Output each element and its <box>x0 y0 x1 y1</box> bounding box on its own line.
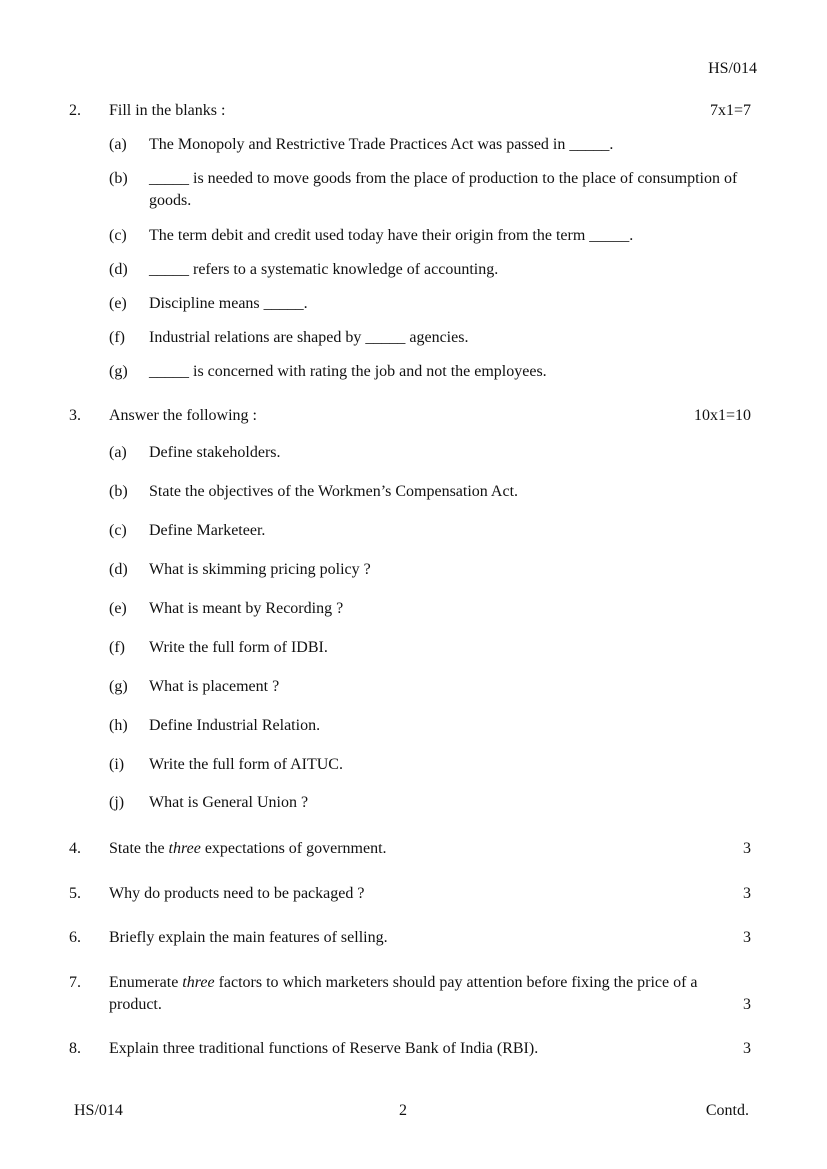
q3-item-label: (h) <box>109 717 128 734</box>
q6-text: Briefly explain the main features of selling. <box>109 929 388 946</box>
q8-number: 8. <box>69 1040 81 1057</box>
q3-marks: 10x1=10 <box>693 407 751 424</box>
q3-item-label: (c) <box>109 522 127 539</box>
q7-text: Enumerate three factors to which marketers should pay attention before fixing the price of a product. <box>109 974 698 1013</box>
q3-item-text: What is General Union ? <box>149 794 309 811</box>
q2-item-text: _____ refers to a systematic knowledge of accounting. <box>149 261 499 278</box>
q3-item-label: (a) <box>109 444 127 461</box>
q2-item-text: The Monopoly and Restrictive Trade Practices Act was passed in _____. <box>149 136 614 153</box>
q4-emphasis: three <box>168 840 201 857</box>
q6-marks: 3 <box>743 929 751 946</box>
q3-item-text: What is skimming pricing policy ? <box>149 561 371 578</box>
q2-item-text: The term debit and credit used today have their origin from the term _____. <box>149 227 634 244</box>
q3-number: 3. <box>69 407 81 424</box>
q6-number: 6. <box>69 929 81 946</box>
q7-number: 7. <box>69 974 81 991</box>
q3-item-text: Define Marketeer. <box>149 522 266 539</box>
q3-item-label: (b) <box>109 483 128 500</box>
q2-item-label: (d) <box>109 261 128 278</box>
q3-item-label: (f) <box>109 639 125 656</box>
footer-code: HS/014 <box>74 1102 123 1119</box>
q3-item-text: What is placement ? <box>149 678 280 695</box>
q3-item-label: (j) <box>109 794 125 811</box>
q2-item-text: _____ is concerned with rating the job and not the employees. <box>149 363 547 380</box>
header-code: HS/014 <box>708 60 757 77</box>
footer-contd: Contd. <box>705 1102 749 1119</box>
q3-item-text: State the objectives of the Workmen’s Compensation Act. <box>149 483 519 500</box>
q2-marks: 7x1=7 <box>709 102 751 119</box>
q2-item-label: (g) <box>109 363 128 380</box>
q3-item-text: Write the full form of AITUC. <box>149 756 343 773</box>
q4-text: State the three expectations of government. <box>109 840 387 857</box>
q4-marks: 3 <box>743 840 751 857</box>
q3-item-text: Define Industrial Relation. <box>149 717 321 734</box>
page-number: 2 <box>399 1102 407 1119</box>
q3-item-label: (i) <box>109 756 125 773</box>
q2-item-label: (a) <box>109 136 127 153</box>
q8-marks: 3 <box>743 1040 751 1057</box>
q3-item-label: (g) <box>109 678 128 695</box>
q3-item-label: (d) <box>109 561 128 578</box>
q7-emphasis: three <box>182 974 215 991</box>
q2-item-text: Industrial relations are shaped by _____ agencies. <box>149 329 469 346</box>
q2-item-label: (c) <box>109 227 127 244</box>
q3-item-text: What is meant by Recording ? <box>149 600 344 617</box>
q2-item-text: _____ is needed to move goods from the place of production to the place of consumption of goods. <box>149 170 738 209</box>
q3-item-text: Define stakeholders. <box>149 444 281 461</box>
q7-marks: 3 <box>743 996 751 1013</box>
q5-number: 5. <box>69 885 81 902</box>
q3-item-label: (e) <box>109 600 127 617</box>
q2-item-text: Discipline means _____. <box>149 295 308 312</box>
q3-item-text: Write the full form of IDBI. <box>149 639 328 656</box>
q2-item-label: (f) <box>109 329 125 346</box>
q4-number: 4. <box>69 840 81 857</box>
q5-text: Why do products need to be packaged ? <box>109 885 365 902</box>
q2-number: 2. <box>69 102 81 119</box>
q8-text: Explain three traditional functions of Reserve Bank of India (RBI). <box>109 1040 539 1057</box>
q5-marks: 3 <box>743 885 751 902</box>
q2-item-label: (b) <box>109 170 128 187</box>
q3-title: Answer the following : <box>109 407 257 424</box>
q2-item-label: (e) <box>109 295 127 312</box>
q2-title: Fill in the blanks : <box>109 102 226 119</box>
